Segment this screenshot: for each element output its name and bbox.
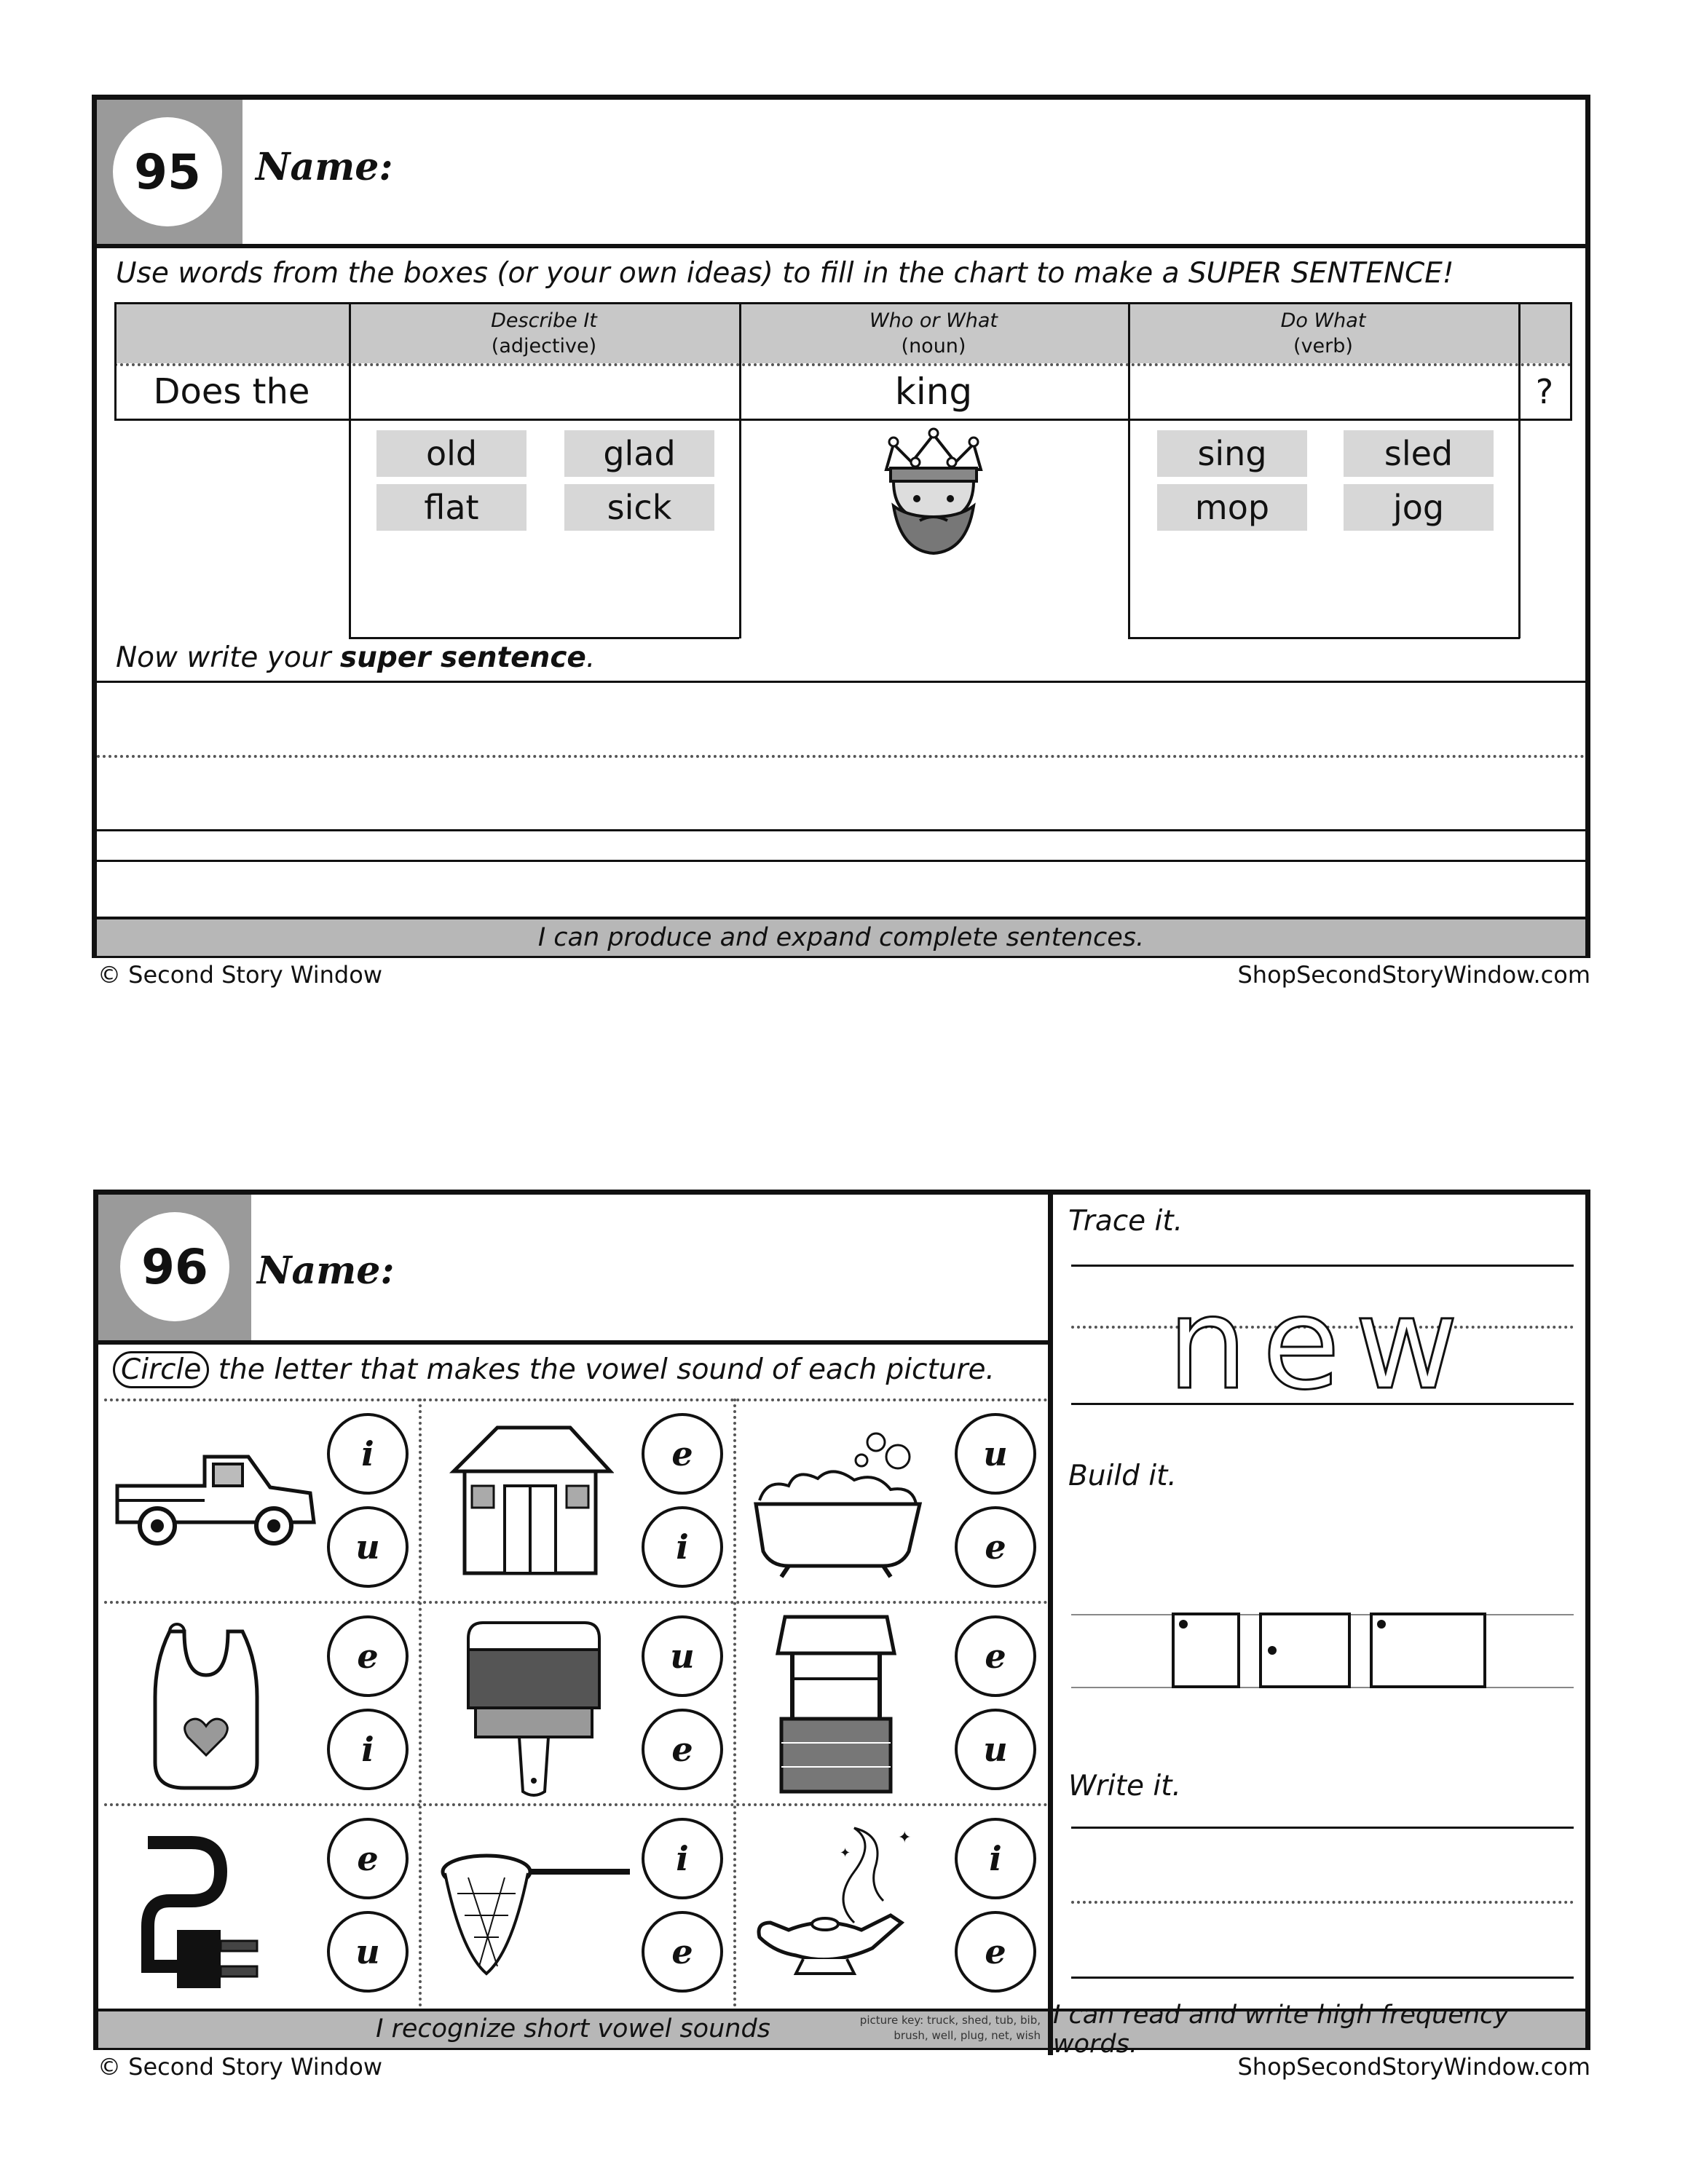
goal-statement-right: I can read and write high frequency words.	[1053, 2009, 1585, 2048]
shed-icon	[446, 1420, 614, 1583]
section-divider	[1048, 1195, 1053, 2055]
vowel-option[interactable]: e	[955, 1615, 1036, 1697]
vowel-option[interactable]: e	[642, 1709, 723, 1790]
vowel-option[interactable]: e	[327, 1818, 409, 1899]
name-label: Name:	[256, 145, 393, 189]
goal-statement: I can produce and expand complete sentences.	[97, 917, 1585, 956]
word-box-verb: mop	[1157, 484, 1307, 531]
bib-icon	[148, 1617, 264, 1795]
col-adjective-header: Describe It (adjective)	[491, 309, 597, 357]
adjective-blank[interactable]	[352, 366, 738, 417]
tub-icon	[745, 1420, 927, 1583]
instructions: Use words from the boxes (or your own ideas) to fill in the chart to make a SUPER SENTENCE!	[116, 257, 1454, 290]
vowel-picture-grid	[104, 1398, 1048, 2007]
word-box-verb: sled	[1344, 430, 1494, 477]
vowel-option[interactable]: i	[327, 1709, 409, 1790]
word-box-adjective: flat	[376, 484, 526, 531]
trace-word[interactable]: new	[1167, 1270, 1473, 1418]
goal-strip-left	[98, 2009, 1048, 2048]
plug-icon	[133, 1821, 279, 1998]
vowel-option[interactable]: u	[327, 1911, 409, 1993]
picture-key: picture key: truck, shed, tub, bib, brush, well, plug, net, wish	[859, 2014, 1041, 2042]
worksheet-95	[92, 95, 1590, 958]
vowel-option[interactable]: u	[327, 1506, 409, 1588]
vowel-option[interactable]: e	[955, 1911, 1036, 1993]
vowel-option[interactable]: u	[955, 1413, 1036, 1495]
vowel-option[interactable]: u	[955, 1709, 1036, 1790]
name-label: Name:	[257, 1249, 395, 1293]
row-start-text: Does the	[153, 371, 310, 412]
question-mark: ?	[1535, 372, 1554, 411]
worksheet-number: 96	[120, 1212, 229, 1321]
worksheet-96	[93, 1190, 1590, 2059]
noun-text: king	[894, 371, 973, 413]
vowel-option[interactable]: u	[642, 1615, 723, 1697]
site-url[interactable]: ShopSecondStoryWindow.com	[1237, 2053, 1590, 2081]
word-box-verb: sing	[1157, 430, 1307, 477]
vowel-option[interactable]: i	[642, 1818, 723, 1899]
king-icon	[872, 426, 995, 557]
col-noun-header: Who or What (noun)	[869, 309, 998, 357]
svg-text:✦: ✦	[898, 1829, 912, 1847]
trace-label: Trace it.	[1068, 1205, 1183, 1238]
site-url[interactable]: ShopSecondStoryWindow.com	[1237, 961, 1590, 989]
instructions: Circle the letter that makes the vowel sound of each picture.	[113, 1353, 995, 1386]
vowel-option[interactable]: e	[642, 1911, 723, 1993]
vowel-option[interactable]: e	[327, 1615, 409, 1697]
worksheet-number: 95	[113, 117, 222, 226]
build-label: Build it.	[1068, 1460, 1177, 1492]
write-prompt: Now write your super sentence.	[116, 641, 596, 674]
letter-box-3[interactable]	[1370, 1613, 1486, 1688]
vowel-option[interactable]: i	[642, 1506, 723, 1588]
vowel-option[interactable]: e	[642, 1413, 723, 1495]
vowel-option[interactable]: i	[327, 1413, 409, 1495]
vowel-option[interactable]: i	[955, 1818, 1036, 1899]
word-writing-area[interactable]	[1071, 1828, 1574, 1977]
word-box-adjective: sick	[564, 484, 714, 531]
brush-icon	[461, 1617, 607, 1802]
vowel-option[interactable]: e	[955, 1506, 1036, 1588]
truck-icon	[110, 1442, 321, 1562]
sentence-chart	[114, 302, 1572, 638]
copyright: © Second Story Window	[98, 961, 382, 989]
verb-blank[interactable]	[1131, 366, 1517, 417]
goal-statement: I recognize short vowel sounds	[376, 2014, 770, 2043]
well-icon	[770, 1610, 902, 1802]
write-label: Write it.	[1068, 1770, 1181, 1803]
header-divider	[98, 1340, 1049, 1345]
header-divider	[97, 244, 1585, 248]
copyright: © Second Story Window	[98, 2053, 382, 2081]
wish-lamp-icon	[745, 1813, 927, 1998]
col-verb-header: Do What (verb)	[1280, 309, 1366, 357]
word-box-adjective: old	[376, 430, 526, 477]
word-box-verb: jog	[1344, 484, 1494, 531]
svg-text:✦: ✦	[840, 1845, 851, 1861]
circle-word: Circle	[113, 1351, 209, 1388]
word-box-adjective: glad	[564, 430, 714, 477]
net-icon	[439, 1843, 636, 1991]
